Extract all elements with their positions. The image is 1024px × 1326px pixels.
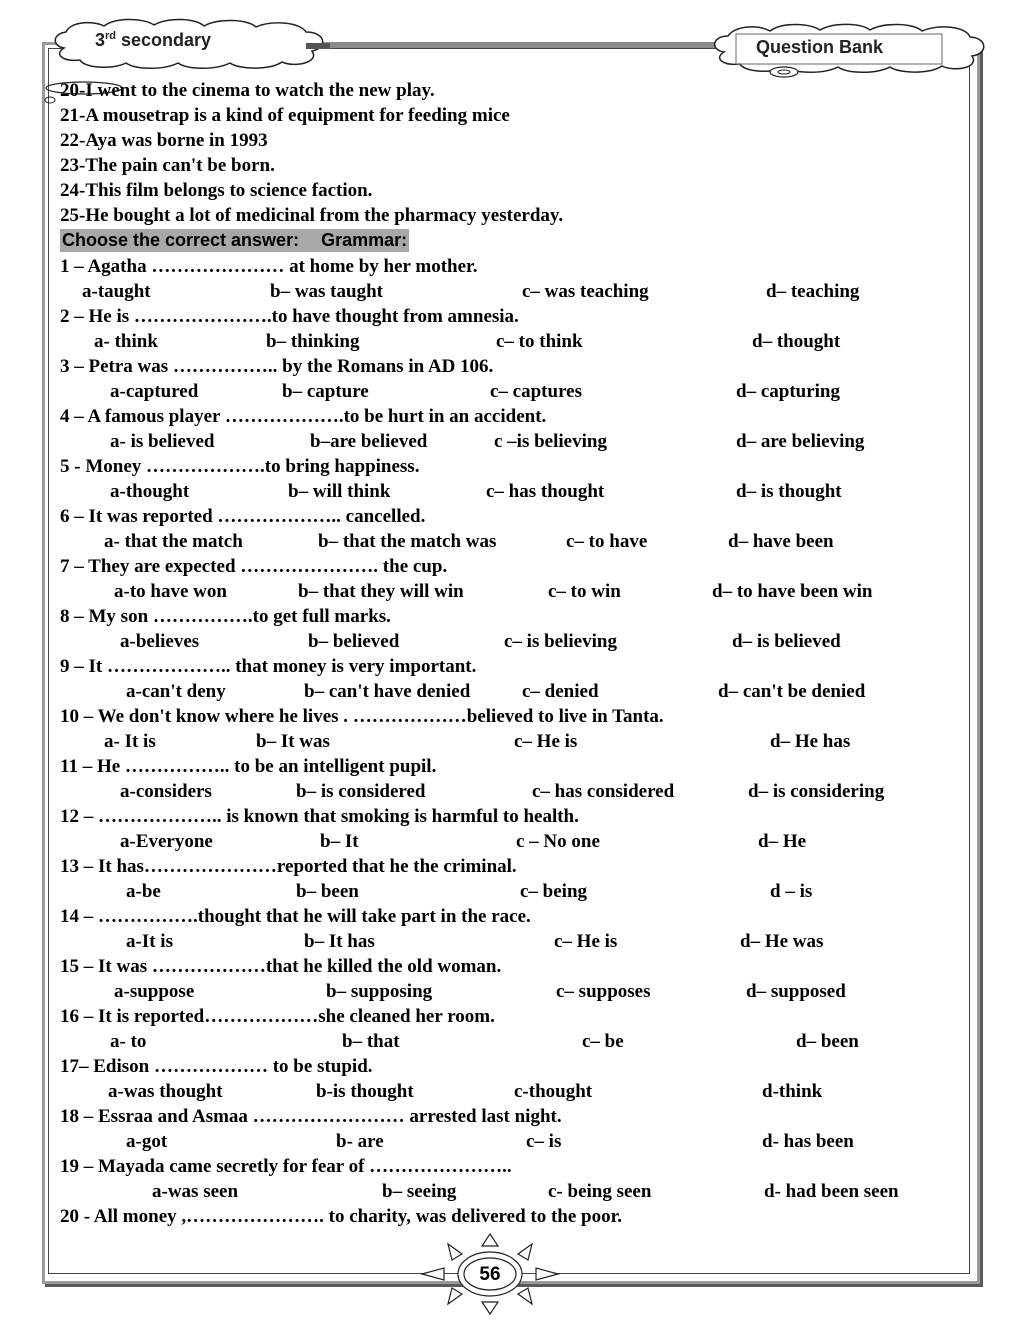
answer-option: b– that the match was (318, 531, 497, 552)
header-left-label: 3rd secondary (95, 30, 212, 50)
answer-option: d– thought (752, 331, 841, 352)
answer-option: d– is thought (736, 481, 842, 502)
error-sentence: 24-This film belongs to science faction. (60, 180, 373, 201)
answer-option: b– that they will win (298, 581, 464, 602)
answer-options (60, 579, 960, 604)
question-stem: 15 – It was ………………that he killed the old woman. (60, 956, 502, 977)
answer-option: a-suppose (114, 981, 195, 1002)
answer-options (60, 279, 960, 304)
answer-option: d – is (770, 881, 813, 902)
answer-option: a-considers (120, 781, 212, 802)
question-stem: 11 – He …………….. to be an intelligent pupil. (60, 756, 437, 777)
answer-options (60, 629, 960, 654)
header-bar (330, 42, 718, 48)
answer-option: b– can't have denied (304, 681, 471, 702)
answer-options (60, 1029, 960, 1054)
answer-option: a-thought (110, 481, 190, 502)
question-stem: 3 – Petra was …………….. by the Romans in AD 106. (60, 356, 494, 377)
answer-options (60, 429, 960, 454)
question-stem: 9 – It ……………….. that money is very important. (60, 656, 477, 677)
answer-option: c– to think (496, 331, 583, 352)
answer-option: b– seeing (382, 1181, 457, 1202)
question-stem: 2 – He is ………………….to have thought from amnesia. (60, 306, 519, 327)
answer-option: b– capture (282, 381, 369, 402)
answer-option: d– is considering (748, 781, 885, 802)
answer-option: a- to (110, 1031, 147, 1052)
answer-option: d– He was (740, 931, 824, 952)
question-stem: 5 - Money ……………….to bring happiness. (60, 456, 420, 477)
answer-option: c- being seen (548, 1181, 652, 1202)
answer-option: c– is believing (504, 631, 617, 652)
answer-option: c –is believing (494, 431, 607, 452)
answer-options (60, 1179, 960, 1204)
answer-option: d- had been seen (764, 1181, 899, 1202)
error-sentence: 21-A mousetrap is a kind of equipment for feeding mice (60, 105, 510, 126)
answer-options (60, 1079, 960, 1104)
answer-option: b- are (336, 1131, 384, 1152)
answer-option: a-believes (120, 631, 200, 652)
answer-options (60, 929, 960, 954)
answer-option: a-to have won (114, 581, 227, 602)
error-sentence: 23-The pain can't be born. (60, 155, 275, 176)
page-number: 56 (479, 1264, 501, 1285)
answer-option: c– supposes (556, 981, 651, 1002)
question-stem: 19 – Mayada came secretly for fear of ………………….. (60, 1156, 512, 1177)
answer-option: a- that the match (104, 531, 243, 552)
answer-option: c– He is (554, 931, 618, 952)
header-right-label: Question Bank (756, 37, 884, 57)
answer-options (60, 529, 960, 554)
answer-options (60, 479, 960, 504)
section-heading: Choose the correct answer: Grammar: (62, 230, 408, 250)
answer-option: b– is considered (296, 781, 426, 802)
answer-option: a- is believed (110, 431, 215, 452)
answer-option: c– being (520, 881, 588, 902)
answer-option: a-captured (110, 381, 199, 402)
answer-option: b– It (320, 831, 359, 852)
answer-option: c-thought (514, 1081, 593, 1102)
question-stem: 6 – It was reported ……………….. cancelled. (60, 506, 426, 527)
answer-option: c– He is (514, 731, 578, 752)
answer-option: b– thinking (266, 331, 360, 352)
answer-option: b-is thought (316, 1081, 414, 1102)
answer-option: d-think (762, 1081, 823, 1102)
answer-option: b– It was (256, 731, 330, 752)
answer-option: a-taught (82, 281, 151, 302)
question-list (60, 254, 960, 1229)
answer-option: a-Everyone (120, 831, 213, 852)
answer-option: c– was teaching (522, 281, 649, 302)
answer-options (60, 829, 960, 854)
answer-options (60, 879, 960, 904)
answer-option: b– believed (308, 631, 400, 652)
question-stem: 18 – Essraa and Asmaa …………………… arrested last night. (60, 1106, 562, 1127)
answer-option: d– capturing (736, 381, 840, 402)
question-stem: 13 – It has…………………reported that he the criminal. (60, 856, 517, 877)
answer-option: d– are believing (736, 431, 865, 452)
answer-option: c– denied (522, 681, 599, 702)
answer-option: a-It is (126, 931, 173, 952)
answer-option: d– have been (728, 531, 834, 552)
answer-option: a- think (94, 331, 158, 352)
question-stem: 1 – Agatha ………………… at home by her mother. (60, 256, 478, 277)
answer-option: c – No one (516, 831, 600, 852)
answer-option: d– teaching (766, 281, 860, 302)
question-stem: 20 - All money ,…………………. to charity, was delivered to the poor. (60, 1206, 623, 1227)
answer-option: c– captures (490, 381, 582, 402)
answer-option: b–are believed (310, 431, 428, 452)
answer-option: d– He has (770, 731, 851, 752)
error-sentence: 20-I went to the cinema to watch the new play. (60, 80, 435, 101)
error-sentence: 25-He bought a lot of medicinal from the pharmacy yesterday. (60, 205, 564, 226)
answer-option: a-got (126, 1131, 168, 1152)
question-stem: 10 – We don't know where he lives . ………………believed to live in Tanta. (60, 706, 664, 727)
answer-option: c– has thought (486, 481, 605, 502)
question-stem: 7 – They are expected …………………. the cup. (60, 556, 448, 577)
answer-options (60, 329, 960, 354)
answer-option: d– to have been win (712, 581, 873, 602)
answer-option: d– He (758, 831, 807, 852)
answer-option: d– is believed (732, 631, 841, 652)
answer-option: b– been (296, 881, 359, 902)
question-stem: 12 – ……………….. is known that smoking is harmful to health. (60, 806, 579, 827)
answer-option: c– has considered (532, 781, 675, 802)
question-stem: 16 – It is reported………………she cleaned her room. (60, 1006, 495, 1027)
answer-option: c– to win (548, 581, 621, 602)
page-content (60, 78, 960, 1229)
answer-option: a-was thought (108, 1081, 223, 1102)
answer-option: b– that (342, 1031, 400, 1052)
error-sentence: 22-Aya was borne in 1993 (60, 130, 268, 151)
answer-option: a-can't deny (126, 681, 226, 702)
answer-option: c– is (526, 1131, 562, 1152)
answer-option: b– supposing (326, 981, 433, 1002)
answer-options (60, 1129, 960, 1154)
answer-option: d- has been (762, 1131, 854, 1152)
answer-option: b– It has (304, 931, 375, 952)
answer-option: d– can't be denied (718, 681, 866, 702)
answer-option: d– supposed (746, 981, 846, 1002)
answer-option: a-be (126, 881, 161, 902)
answer-option: b– will think (288, 481, 391, 502)
question-stem: 8 – My son …………….to get full marks. (60, 606, 391, 627)
answer-options (60, 679, 960, 704)
answer-option: d– been (796, 1031, 859, 1052)
answer-options (60, 779, 960, 804)
answer-option: c– be (582, 1031, 624, 1052)
question-stem: 4 – A famous player ……………….to be hurt in an accident. (60, 406, 547, 427)
answer-option: a- It is (104, 731, 156, 752)
answer-options (60, 379, 960, 404)
answer-options (60, 729, 960, 754)
question-stem: 14 – …………….thought that he will take part in the race. (60, 906, 531, 927)
question-stem: 17– Edison ……………… to be stupid. (60, 1056, 373, 1077)
answer-option: b– was taught (270, 281, 383, 302)
answer-option: a-was seen (152, 1181, 239, 1202)
answer-options (60, 979, 960, 1004)
answer-option: c– to have (566, 531, 648, 552)
